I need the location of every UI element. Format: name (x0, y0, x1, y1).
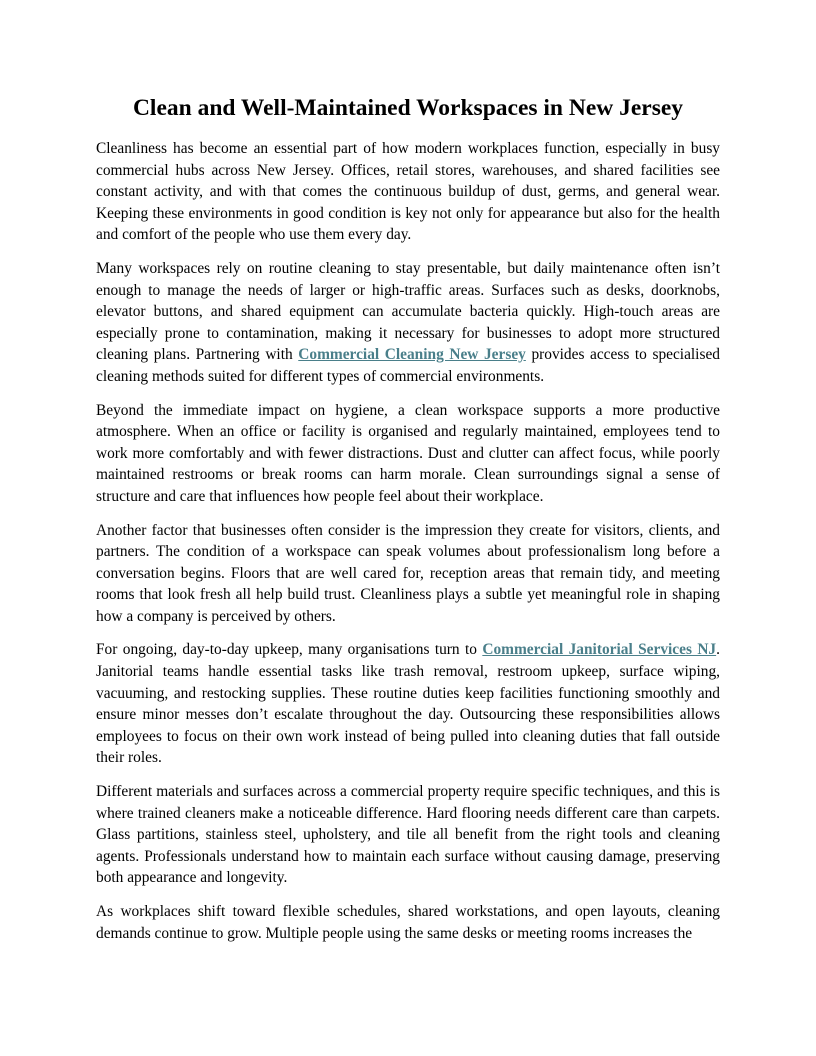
paragraph-materials: Different materials and surfaces across a commercial property require specific techniques, and this is where trained cleaners make a noticeable difference. Hard flooring needs different care than carpets. Glass partitions, stainless steel, upholstery, and tile all benefit from the right tools and cleaning agents. Professionals understand how to maintain each surface without causing damage, preserving both appearance and longevity. (96, 783, 720, 887)
paragraph-text-after-link: . Janitorial teams handle essential tasks like trash removal, restroom upkeep, surface wiping, vacuuming, and restocking supplies. These routine duties keep facilities functioning smoothly and ensure minor messes don’t escalate throughout the day. Outsourcing these responsibilities allows employees to focus on their own work instead of being pulled into cleaning duties that fall outside their roles. (96, 641, 720, 767)
paragraph-productivity: Beyond the immediate impact on hygiene, a clean workspace supports a more productive atmosphere. When an office or facility is organised and regularly maintained, employees tend to work more comfortably and with fewer distractions. Dust and clutter can affect focus, while poorly maintained restrooms or break rooms can harm morale. Clean surroundings signal a sense of structure and care that influences how people feel about their workplace. (96, 401, 720, 505)
commercial-cleaning-new-jersey-link[interactable]: Commercial Cleaning New Jersey (298, 346, 526, 364)
paragraph-flexible-workplaces: As workplaces shift toward flexible schedules, shared workstations, and open layouts, cleaning demands continue to grow. Multiple people using the same desks or meeting rooms increases the (96, 903, 720, 942)
paragraph-intro: Cleanliness has become an essential part of how modern workplaces function, especially in busy commercial hubs across New Jersey. Offices, retail stores, warehouses, and shared facilities see constant activity, and with that comes the continuous buildup of dust, germs, and general wear. Keeping these environments in good condition is key not only for appearance but also for the health and comfort of the people who use them every day. (96, 140, 720, 244)
paragraph-text-before-link: Many workspaces rely on routine cleaning to stay presentable, but daily maintenance often isn’t enough to manage the needs of larger or high-traffic areas. Surfaces such as desks, doorknobs, elevator buttons, and shared equipment can accumulate bacteria quickly. High-touch areas are especially prone to contamination, making it necessary for businesses to adopt more structured cleaning plans. Partnering with (96, 259, 720, 364)
commercial-janitorial-services-nj-link[interactable]: Commercial Janitorial Services NJ (482, 641, 717, 659)
document-page (96, 92, 720, 956)
paragraph-routine-cleaning (96, 258, 720, 388)
paragraph-text-before-link: For ongoing, day-to-day upkeep, many organisations turn to (96, 641, 483, 659)
paragraph-janitorial (96, 639, 720, 769)
paragraph-impression: Another factor that businesses often consider is the impression they create for visitors, clients, and partners. The condition of a workspace can speak volumes about professionalism long before a conversation begins. Floors that are well cared for, reception areas that remain tidy, and meeting rooms that look fresh all help build trust. Cleanliness plays a subtle yet meaningful role in shaping how a company is perceived by others. (96, 521, 720, 625)
paragraph-text-after-link: provides access to specialised cleaning methods suited for different types of commercial environments. (96, 346, 720, 385)
page-title: Clean and Well-Maintained Workspaces in New Jersey (132, 95, 684, 121)
